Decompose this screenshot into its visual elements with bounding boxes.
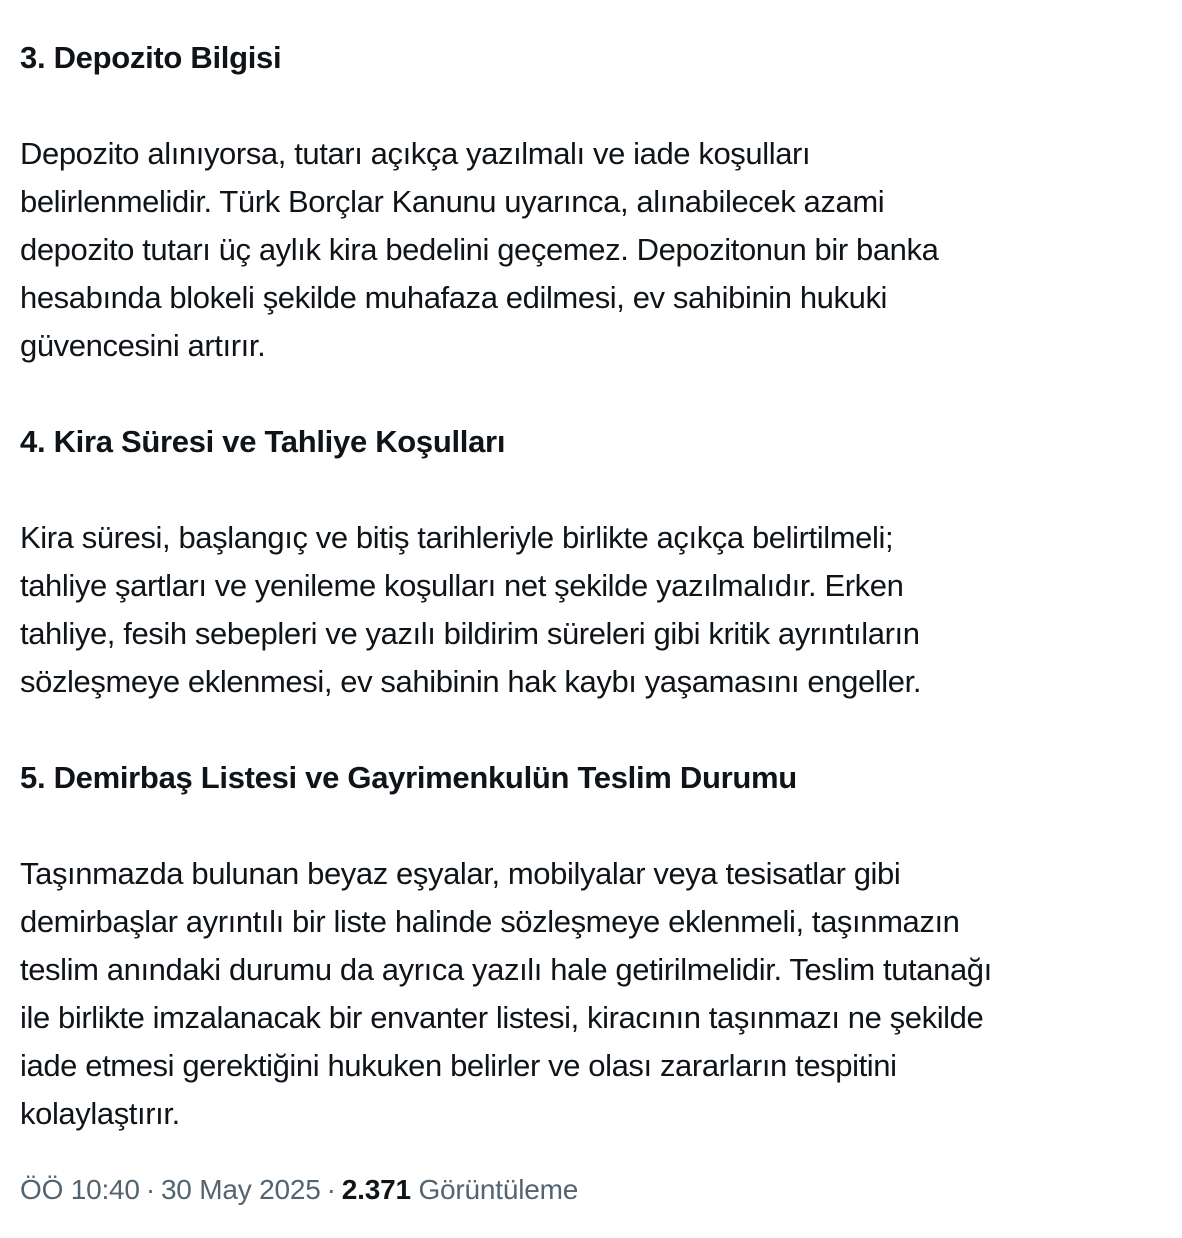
paragraph-line: Depozito alınıyorsa, tutarı açıkça yazılmalı ve iade koşulları: [20, 136, 811, 171]
section-deposit: [20, 34, 1170, 370]
section-lease-term: [20, 418, 1170, 706]
paragraph-line: hesabında blokeli şekilde muhafaza edilmesi, ev sahibinin hukuki: [20, 280, 888, 315]
post-meta: [20, 1170, 578, 1210]
section-inventory: [20, 754, 1170, 1138]
section-heading: 3. Depozito Bilgisi: [20, 40, 282, 75]
paragraph-line: kolaylaştırır.: [20, 1096, 180, 1131]
paragraph-line: sözleşmeye eklenmesi, ev sahibinin hak kaybı yaşamasını engeller.: [20, 664, 922, 699]
paragraph-line: güvencesini artırır.: [20, 328, 266, 363]
paragraph-line: tahliye, fesih sebepleri ve yazılı bildirim süreleri gibi kritik ayrıntıların: [20, 616, 920, 651]
views-count: 2.371: [341, 1174, 411, 1205]
views-link[interactable]: [342, 1174, 578, 1205]
section-paragraph: [20, 514, 1170, 706]
section-paragraph: [20, 850, 1170, 1138]
meta-separator: ·: [326, 1174, 336, 1205]
section-paragraph: [20, 130, 1170, 370]
post-date-link[interactable]: 30 May 2025: [160, 1174, 321, 1205]
section-heading: 4. Kira Süresi ve Tahliye Koşulları: [20, 424, 506, 459]
paragraph-line: belirlenmelidir. Türk Borçlar Kanunu uyarınca, alınabilecek azami: [20, 184, 885, 219]
paragraph-line: demirbaşlar ayrıntılı bir liste halinde sözleşmeye eklenmeli, taşınmazın: [20, 904, 960, 939]
paragraph-line: Kira süresi, başlangıç ve bitiş tarihleriyle birlikte açıkça belirtilmeli;: [20, 520, 894, 555]
paragraph-line: iade etmesi gerektiğini hukuken belirler ve olası zararların tespitini: [20, 1048, 897, 1083]
paragraph-line: Taşınmazda bulunan beyaz eşyalar, mobilyalar veya tesisatlar gibi: [20, 856, 901, 891]
post-body: [20, 34, 1170, 1138]
paragraph-line: tahliye şartları ve yenileme koşulları net şekilde yazılmalıdır. Erken: [20, 568, 904, 603]
paragraph-line: teslim anındaki durumu da ayrıca yazılı hale getirilmelidir. Teslim tutanağı: [20, 952, 992, 987]
views-label: Görüntüleme: [418, 1174, 579, 1205]
meta-separator: ·: [145, 1174, 155, 1205]
paragraph-line: depozito tutarı üç aylık kira bedelini geçemez. Depozitonun bir banka: [20, 232, 939, 267]
paragraph-line: ile birlikte imzalanacak bir envanter listesi, kiracının taşınmazı ne şekilde: [20, 1000, 984, 1035]
section-heading: 5. Demirbaş Listesi ve Gayrimenkulün Teslim Durumu: [20, 760, 797, 795]
post-time-link[interactable]: ÖÖ 10:40: [20, 1174, 140, 1205]
